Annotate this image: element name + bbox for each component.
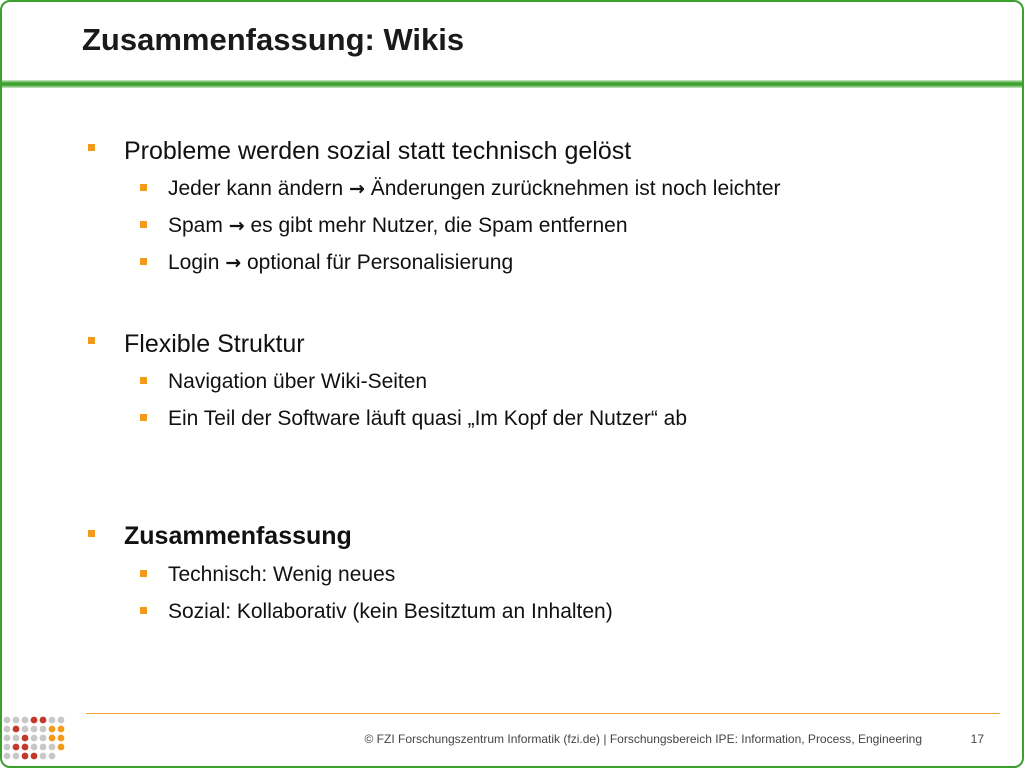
sub-bullet-spam	[168, 214, 628, 238]
logo-dot	[22, 717, 29, 724]
sub-bullet-text: Jeder kann ändern	[168, 177, 344, 200]
sub-bullet-social: Sozial: Kollaborativ (kein Besitztum an Inhalten)	[168, 600, 613, 623]
sub-bullet-text: es gibt mehr Nutzer, die Spam entfernen	[250, 214, 628, 237]
logo-dot	[49, 744, 56, 751]
logo-dot	[31, 744, 38, 751]
sub-bullet-text: Spam	[168, 214, 223, 237]
sub-bullet-text: Login	[168, 251, 220, 274]
bullet-icon	[140, 184, 147, 191]
logo-dot	[58, 744, 65, 751]
slide-content	[2, 2, 1022, 766]
logo-dot	[31, 717, 38, 724]
sub-bullet-software: Ein Teil der Software läuft quasi „Im Kopf der Nutzer“ ab	[168, 407, 688, 430]
logo-dot	[40, 753, 47, 760]
bullet-heading-structure: Flexible Struktur	[124, 330, 305, 358]
sub-bullet-technical: Technisch: Wenig neues	[168, 563, 396, 586]
arrow-right-icon: →	[348, 178, 365, 200]
page-number: 17	[970, 732, 984, 746]
fzi-dot-logo-icon	[2, 714, 72, 764]
logo-dot	[4, 735, 11, 742]
logo-dot	[13, 717, 20, 724]
logo-dot	[13, 735, 20, 742]
logo-dot	[58, 735, 65, 742]
logo-dot	[31, 735, 38, 742]
logo-dot	[13, 744, 20, 751]
logo-dot	[4, 726, 11, 733]
bullet-icon	[140, 414, 147, 421]
logo-dot	[40, 744, 47, 751]
arrow-right-icon: →	[225, 252, 242, 274]
bullet-icon	[140, 221, 147, 228]
logo-dot	[13, 726, 20, 733]
logo-dot	[4, 753, 11, 760]
logo-dot	[31, 726, 38, 733]
logo-dot	[58, 717, 65, 724]
bullet-icon	[140, 258, 147, 265]
logo-dot	[40, 726, 47, 733]
logo-dot	[49, 726, 56, 733]
footer-divider	[86, 713, 1000, 714]
logo-dot	[22, 735, 29, 742]
sub-bullet-editing	[168, 177, 781, 201]
logo-dot	[40, 735, 47, 742]
bullet-heading-summary: Zusammenfassung	[124, 522, 352, 550]
bullet-icon	[140, 570, 147, 577]
slide-title: Zusammenfassung: Wikis	[82, 22, 465, 57]
bullet-heading-problems: Probleme werden sozial statt technisch gelöst	[124, 137, 632, 165]
sub-bullet-text: Änderungen zurücknehmen ist noch leichter	[370, 177, 781, 200]
bullet-icon	[88, 337, 95, 344]
sub-bullet-navigation: Navigation über Wiki-Seiten	[168, 370, 428, 393]
logo-dot	[4, 717, 11, 724]
sub-bullet-text: optional für Personalisierung	[247, 251, 514, 274]
arrow-right-icon: →	[228, 215, 245, 237]
logo-dot	[49, 735, 56, 742]
logo-dot	[40, 717, 47, 724]
logo-dot	[22, 726, 29, 733]
sub-bullet-login	[168, 251, 513, 275]
bullet-icon	[140, 377, 147, 384]
logo-dot	[49, 717, 56, 724]
logo-dot	[58, 726, 65, 733]
bullet-icon	[140, 607, 147, 614]
logo-dot	[13, 753, 20, 760]
logo-dot	[49, 753, 56, 760]
logo-dot	[22, 744, 29, 751]
bullet-icon	[88, 144, 95, 151]
logo-dot	[31, 753, 38, 760]
footer-copyright: © FZI Forschungszentrum Informatik (fzi.de) | Forschungsbereich IPE: Information, Process, Engineering	[364, 732, 922, 746]
logo-dot	[4, 744, 11, 751]
logo-dot	[22, 753, 29, 760]
bullet-icon	[88, 530, 95, 537]
